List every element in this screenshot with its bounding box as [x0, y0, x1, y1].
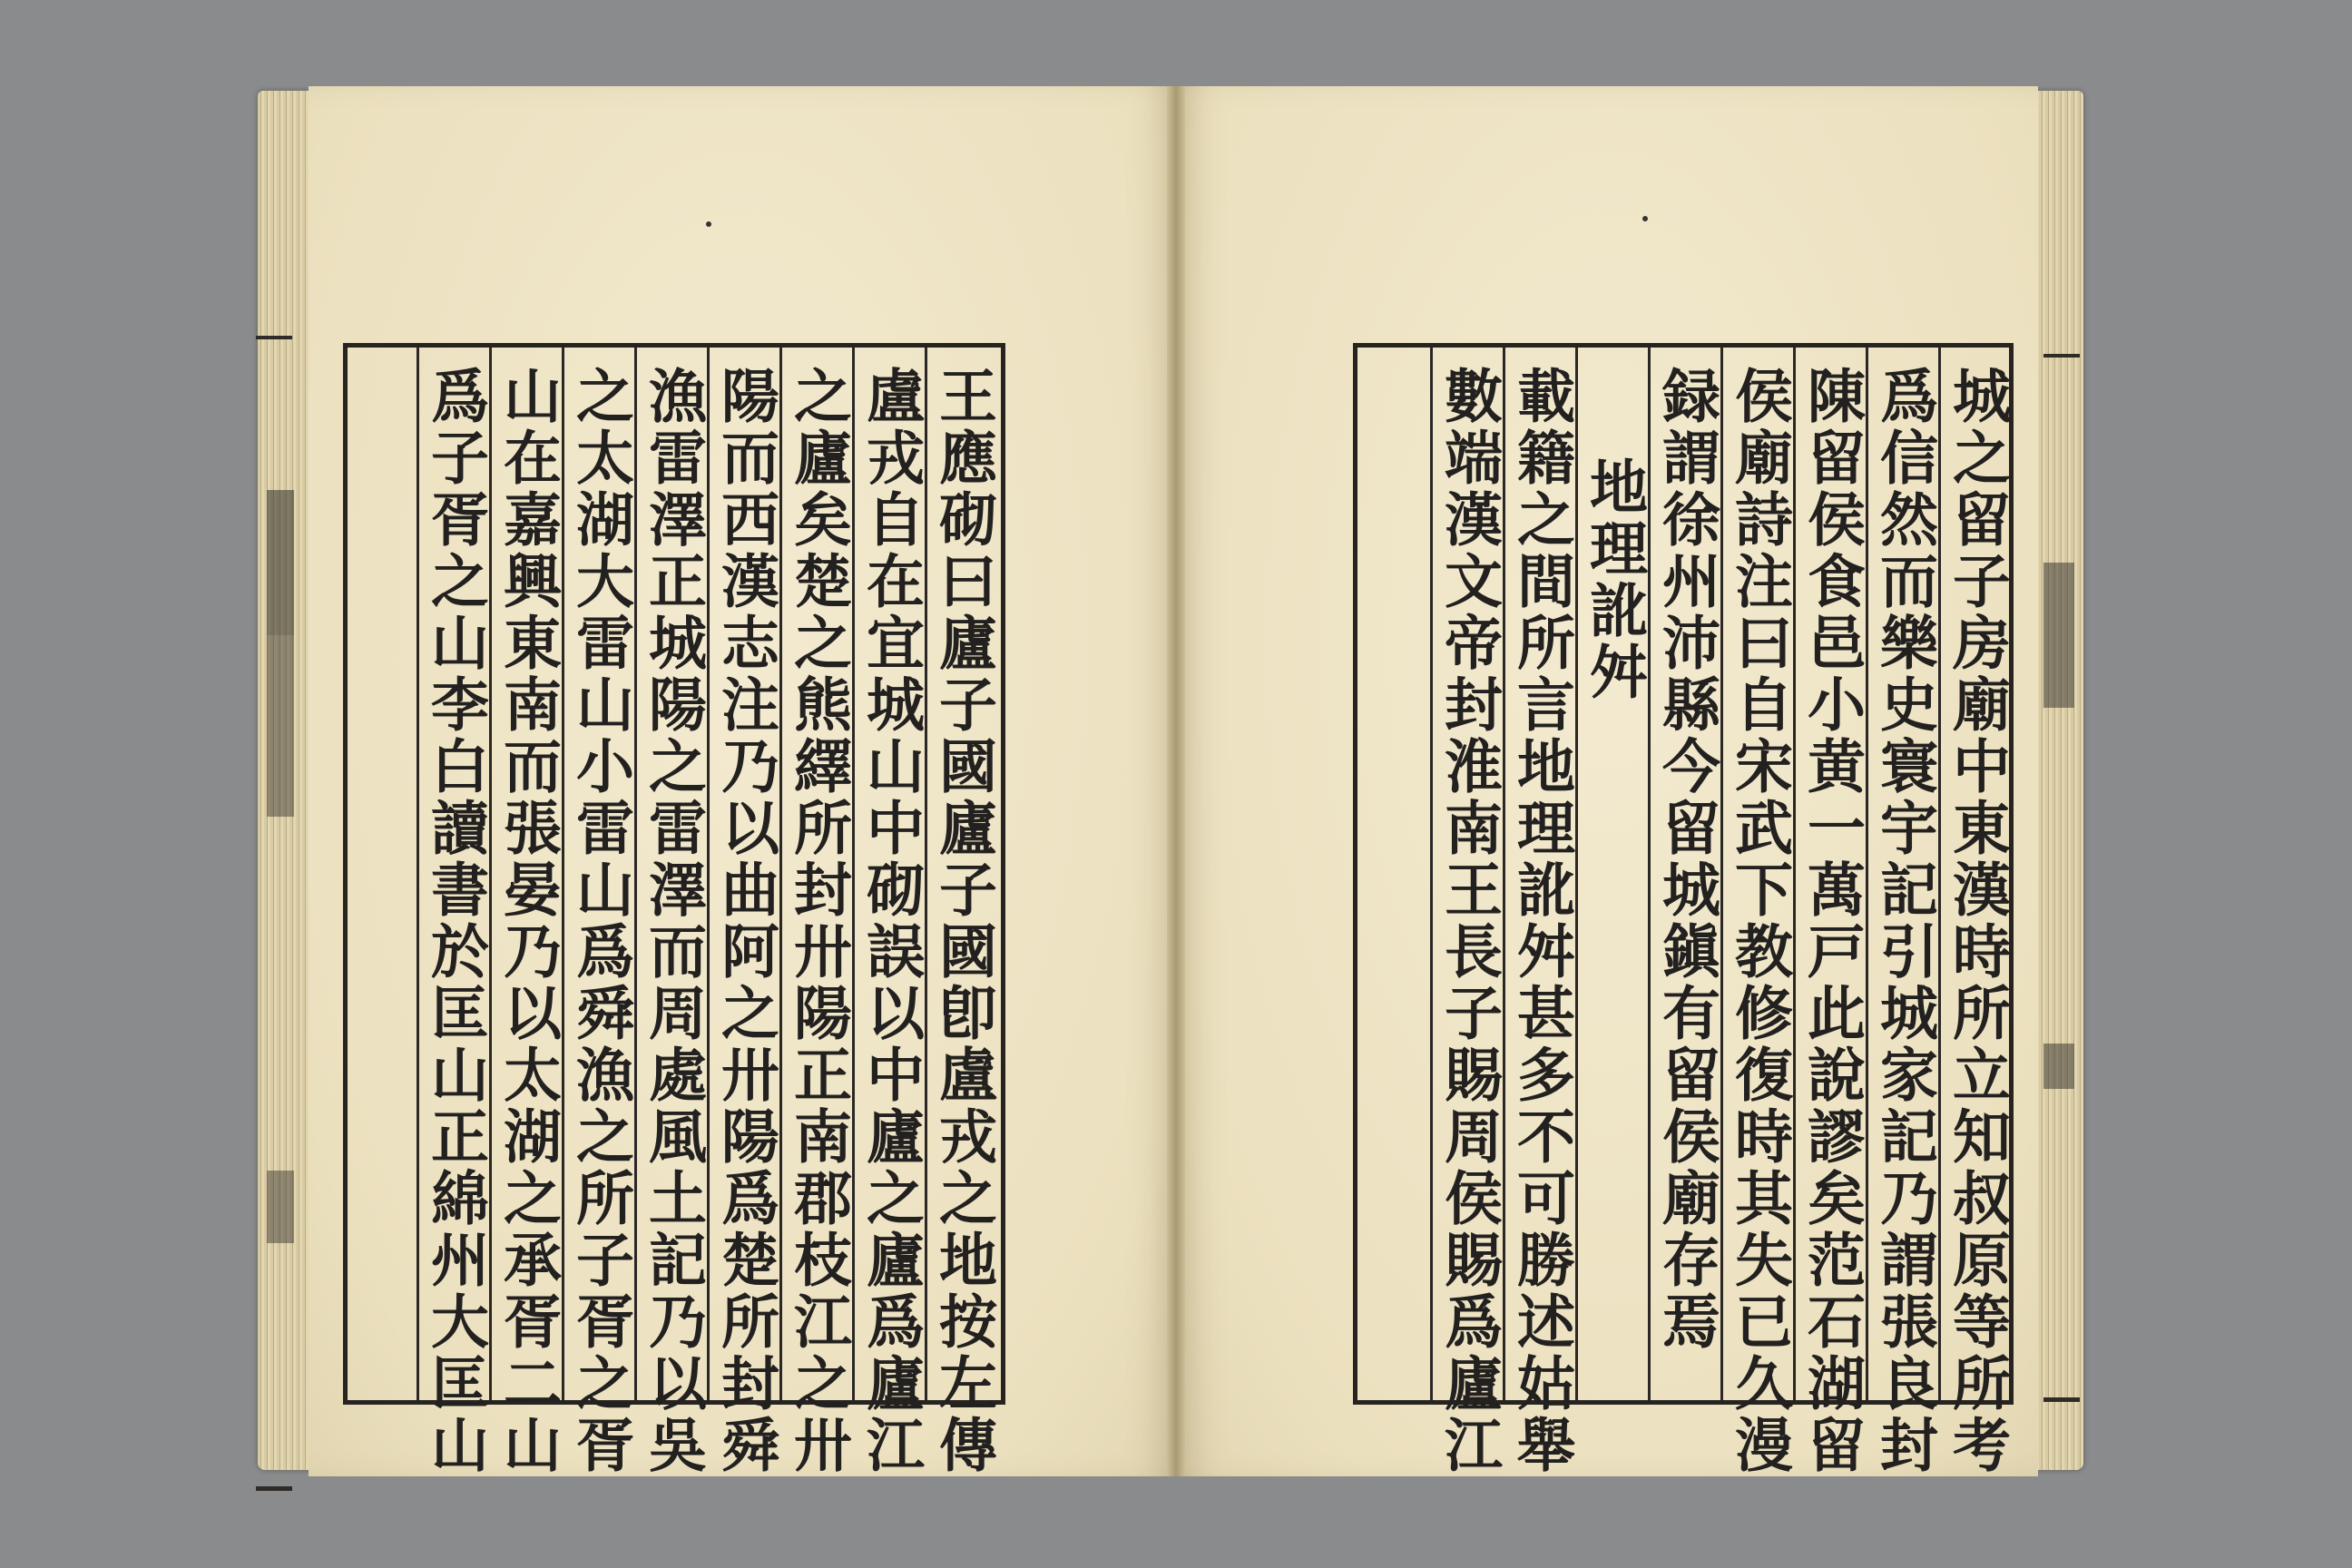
margin-mark [267, 635, 294, 817]
text-column: 山在嘉興東南而張晏乃以太湖之承胥二山 [494, 366, 562, 1476]
text-column: 城之留子房廟中東漢時所立知叔原等所考 [1943, 366, 2011, 1476]
column-rule [1430, 348, 1433, 1400]
text-column: 漁雷澤正城陽之雷澤而周處風土記乃以吳 [639, 366, 707, 1476]
margin-mark [267, 1171, 294, 1243]
text-column: 載籍之間所言地理訛舛甚多不可勝述姑舉 [1507, 366, 1575, 1476]
column-rule [707, 348, 710, 1400]
text-column: 數端漢文帝封淮南王長子賜周侯賜爲廬江 [1435, 366, 1503, 1476]
text-column: 之廬矣楚之熊繹所封卅陽正南郡枝江之卅 [784, 366, 852, 1476]
text-column: 之太湖大雷山小雷山爲舜漁之所子胥之胥 [566, 366, 634, 1476]
left-text-frame [343, 343, 1005, 1476]
page-dot [706, 221, 711, 227]
column-rule [416, 348, 419, 1400]
text-column: 陳留侯食邑小黄一萬戸此說謬矣范石湖留 [1798, 366, 1866, 1476]
margin-mark [256, 1486, 292, 1491]
column-rule [1793, 348, 1796, 1400]
right-text-frame [1353, 343, 2014, 1476]
text-column: 王應砌曰廬子國廬子國卽盧戎之地按左傳 [929, 366, 997, 1476]
text-column: 爲信然而樂史寰宇記引城家記乃謂張良封 [1870, 366, 1938, 1476]
left-page-stack [258, 91, 314, 1470]
book-gutter [1167, 86, 1185, 1476]
column-rule [1866, 348, 1868, 1400]
text-column: 侯廟詩注曰自宋武下教修復時其失已久漫 [1725, 366, 1793, 1476]
column-rule [1720, 348, 1723, 1400]
margin-mark [2043, 1044, 2074, 1089]
column-rule [1575, 348, 1578, 1400]
column-rule [562, 348, 564, 1400]
text-column: 録謂徐州沛縣今留城鎭有留侯廟存焉 [1652, 366, 1720, 1353]
page-dot [1642, 216, 1648, 221]
margin-mark [2043, 563, 2074, 708]
right-page-stack [2033, 91, 2083, 1470]
column-rule [489, 348, 492, 1400]
column-rule [925, 348, 927, 1400]
margin-mark [256, 336, 292, 339]
column-rule [852, 348, 855, 1400]
margin-mark [2043, 354, 2080, 358]
column-rule [1938, 348, 1941, 1400]
text-column: 陽而西漢志注乃以曲阿之卅陽爲楚所封舜 [711, 366, 779, 1476]
column-rule [1503, 348, 1505, 1400]
margin-mark [267, 490, 294, 635]
column-rule [779, 348, 782, 1400]
column-rule [634, 348, 637, 1400]
margin-mark [2043, 1397, 2080, 1402]
column-rule [1648, 348, 1651, 1400]
section-heading: 地理訛舛 [1580, 456, 1648, 703]
text-column: 盧戎自在宜城山中砌誤以中廬之廬爲廬江 [857, 366, 925, 1476]
text-column: 爲子胥之山李白讀書於匡山正綿州大匡山 [421, 366, 489, 1476]
